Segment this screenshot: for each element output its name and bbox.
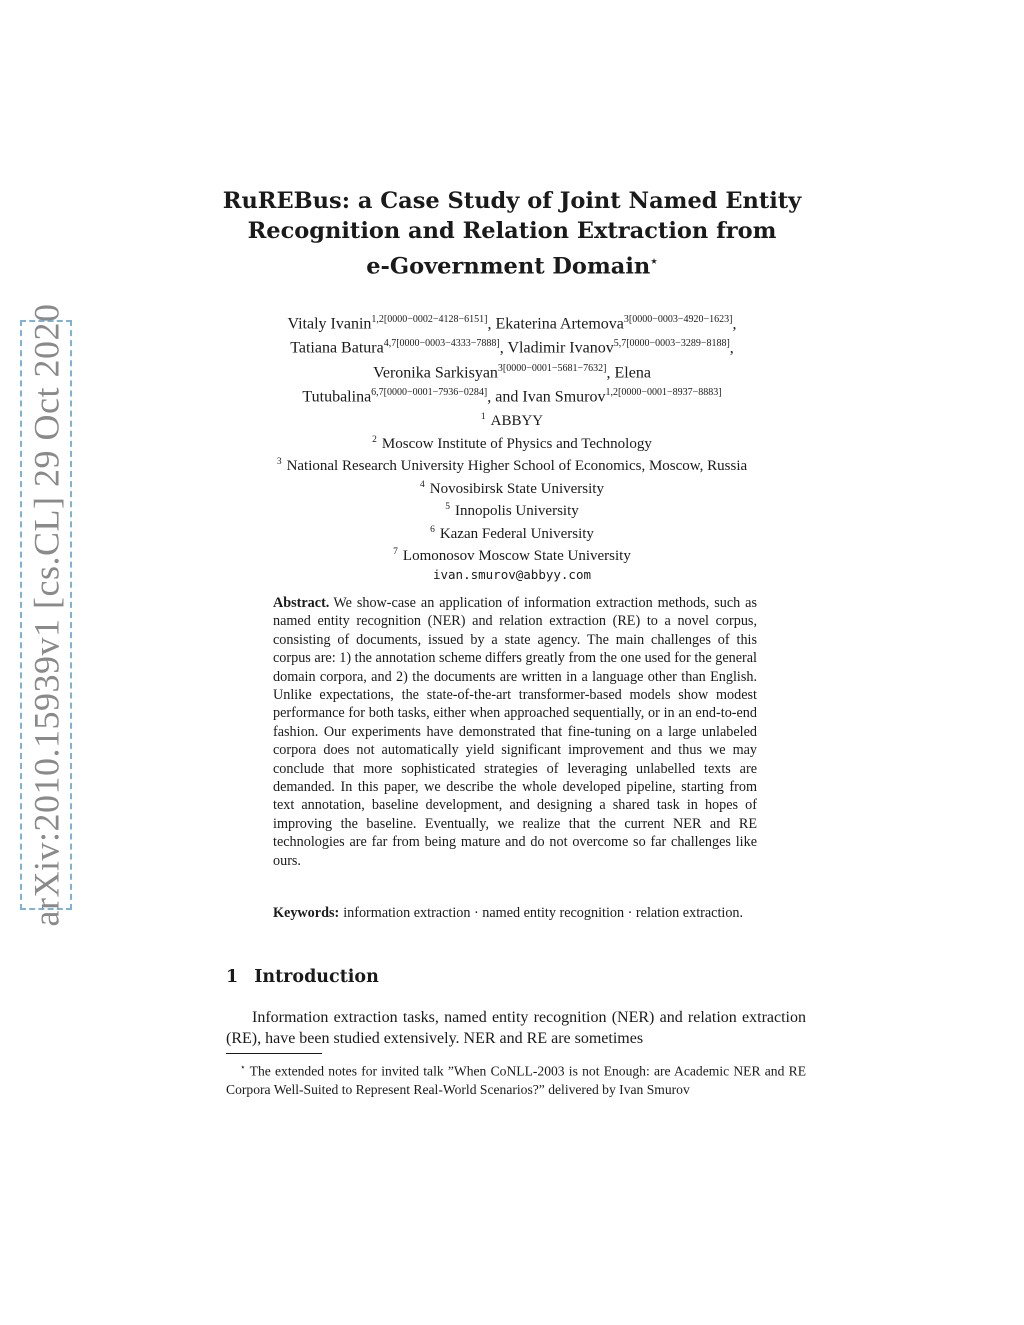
affiliation-item [200, 521, 824, 544]
title-footnote-mark: ⋆ [650, 254, 658, 268]
affiliation-number: 3 [276, 457, 282, 467]
affiliation-name: Lomonosov Moscow State University [402, 548, 631, 564]
introduction-paragraph: Information extraction tasks, named entity recognition (NER) and relation extraction (RE), have been studied extensively. NER and RE are sometimes [226, 1009, 806, 1047]
affiliation-name: Innopolis University [455, 503, 579, 519]
section-number: 1 [226, 967, 239, 987]
author-name: Vitaly Ivanin [287, 315, 372, 333]
title-line-3 [212, 246, 812, 282]
footnote-text: The extended notes for invited talk ”When CoNLL-2003 is not Enough: are Academic NER and RE Corpora Well-Suited to Represent Real-World Scenarios?” delivered by Ivan Smurov [226, 1063, 806, 1098]
keywords-text: information extraction · named entity recognition · relation extraction. [343, 905, 744, 921]
author-name: Vladimir Ivanov [507, 339, 614, 357]
author-affiliation-ref: 6,7 [371, 386, 384, 398]
author-separator: , [606, 363, 611, 381]
affiliation-name: ABBYY [490, 413, 544, 429]
affiliation-number: 7 [393, 547, 398, 557]
author-orcid[interactable]: [0000−0002−4128−6151] [383, 314, 488, 325]
author-orcid[interactable]: [0000−0003−4333−7888] [396, 338, 500, 350]
author-list [200, 310, 824, 407]
abstract-label: Abstract. [273, 595, 330, 611]
author-orcid[interactable]: [0000−0001−7936−0284] [383, 386, 488, 398]
footnote-divider [226, 1053, 322, 1054]
affiliation-item [200, 408, 824, 431]
author-separator: , [729, 339, 734, 357]
author-name: Veronika Sarkisyan [373, 363, 498, 381]
section-heading-introduction [226, 967, 379, 987]
affiliation-number: 6 [430, 524, 435, 535]
author-line [200, 383, 824, 407]
affiliation-name: Novosibirsk State University [429, 480, 604, 497]
footnote [226, 1058, 806, 1100]
author-name: Tatiana Batura [290, 339, 384, 357]
affiliation-number: 2 [372, 434, 377, 445]
author-orcid[interactable]: [0000−0001−8937−8883] [617, 386, 722, 398]
abstract [273, 594, 757, 870]
author-affiliation-ref: 1,2 [371, 314, 384, 325]
author-separator: , [499, 339, 504, 357]
author-affiliation-ref: 4,7 [383, 338, 397, 350]
affiliation-item [200, 431, 824, 454]
keywords-label: Keywords: [273, 905, 340, 921]
author-line [200, 359, 824, 383]
affiliation-item [200, 453, 824, 476]
author-name: Tutubalina [302, 388, 372, 406]
author-orcid[interactable]: [0000−0001−5681−7632] [502, 362, 607, 374]
affiliation-number: 1 [480, 412, 486, 422]
author-separator: , [487, 315, 492, 333]
affiliation-name: Moscow Institute of Physics and Technology [381, 435, 652, 452]
paper-title [212, 186, 812, 282]
affiliation-item [200, 476, 824, 499]
affiliation-name: National Research University Higher School of Economics, Moscow, Russia [286, 458, 748, 474]
author-affiliation-ref: 5,7 [613, 338, 627, 350]
author-name: Elena [614, 363, 651, 381]
affiliation-number: 5 [445, 502, 450, 512]
title-line-2: Recognition and Relation Extraction from [247, 218, 777, 244]
arxiv-side-stamp [20, 303, 72, 927]
author-affiliation-ref: 1,2 [605, 386, 618, 398]
author-name: Ekaterina Artemova [495, 315, 624, 333]
author-separator: , and [487, 388, 519, 406]
author-line [200, 334, 824, 358]
author-orcid[interactable]: [0000−0003−4920−1623] [628, 314, 733, 325]
footnote-mark: ⋆ [240, 1062, 246, 1072]
affiliation-number: 4 [420, 479, 425, 490]
author-affiliation-ref: 3 [623, 314, 629, 325]
author-separator: , [732, 315, 737, 333]
author-line [200, 310, 824, 334]
arxiv-identifier[interactable]: arXiv:2010.15939v1 [cs.CL] 29 Oct 2020 [26, 303, 67, 927]
title-line-1: RuREBus: a Case Study of Joint Named Entity [222, 188, 802, 214]
keywords [273, 904, 757, 922]
contact-email[interactable]: ivan.smurov@abbyy.com [432, 566, 592, 582]
affiliation-name: Kazan Federal University [439, 525, 594, 542]
abstract-text: We show-case an application of information extraction methods, such as named entity recognition (NER) and relation extraction (RE) to a novel corpus, consisting of documents, issued by a state agency. The main challenges of this corpus are: 1) the annotation scheme differs greatly from the one used for the general domain corpora, and 2) the documents are written in a language other than English. Unlike expectations, the state-of-the-art transformer-based models show modest performance for both tasks, either when approached sequentially, or in an end-to-end fashion. Our experiments have demonstrated that fine-tuning on a large unlabeled corpora does not automatically yield significant improvement and thus we may conclude that more sophisticated strategies of leveraging unlabelled texts are demanded. In this paper, we describe the whole developed pipeline, starting from text annotation, baseline development, and designing a shared task in hopes of improving the baseline. Eventually, we realize that the current NER and RE technologies are far from being mature and do not overcome so far challenges like ours. [273, 595, 757, 869]
affiliation-item [200, 498, 824, 521]
author-affiliation-ref: 3 [497, 362, 503, 374]
section-title: Introduction [254, 967, 379, 987]
author-name: Ivan Smurov [522, 388, 606, 406]
affiliation-item [200, 543, 824, 566]
author-orcid[interactable]: [0000−0003−3289−8188] [626, 338, 730, 350]
title-line-3-text: e-Government Domain [366, 253, 651, 280]
affiliation-list [200, 408, 824, 584]
